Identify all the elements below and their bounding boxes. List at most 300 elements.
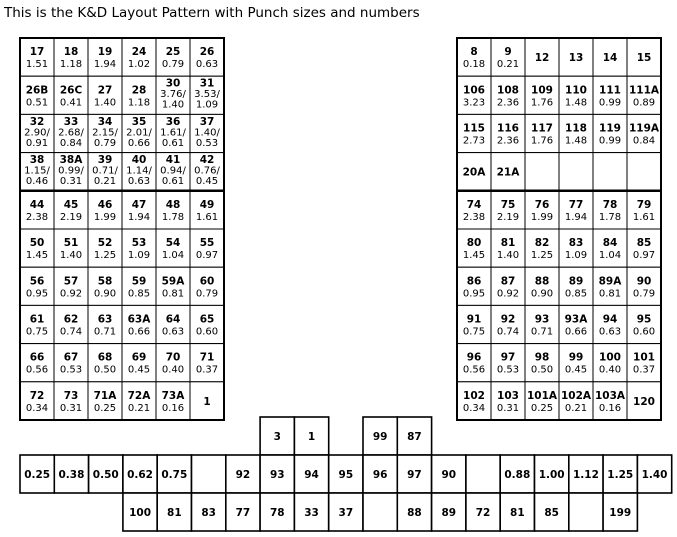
right-cell [559, 191, 593, 229]
left-punch-size: 0.45 [195, 176, 219, 188]
right-punch-size: 1.04 [598, 250, 622, 262]
left-cell [122, 382, 156, 420]
left-punch-size: 0.91 [25, 137, 49, 149]
left-punch-size: 0.31 [59, 402, 83, 414]
left-cell [122, 38, 156, 76]
left-punch-number: 26 [199, 46, 215, 59]
right-punch-number: 14 [602, 52, 618, 65]
right-punch-number: 99 [568, 351, 584, 364]
right-punch-number: 81 [500, 237, 516, 250]
right-punch-size: 0.84 [632, 135, 656, 147]
left-punch-size: 0.51 [25, 97, 49, 109]
bottom-middle-cell [89, 455, 123, 493]
right-punch-size: 0.81 [598, 288, 622, 300]
bottom-lower-cell-border [363, 493, 397, 531]
left-punch-size: 0.61 [161, 176, 185, 188]
left-cell [54, 267, 88, 305]
right-cell [559, 114, 593, 152]
left-punch-number: 61 [29, 313, 45, 326]
bottom-middle-cell [603, 455, 637, 493]
bottom-middle-cell [466, 455, 500, 493]
right-cell [559, 344, 593, 382]
left-cell [54, 38, 88, 76]
left-cell [88, 382, 122, 420]
left-punch-size: 1.09 [127, 250, 151, 262]
left-punch-number: 36 [165, 115, 181, 128]
left-punch-number: 59 [131, 275, 147, 288]
left-punch-size: 0.56 [25, 364, 49, 376]
right-punch-size: 0.79 [632, 288, 656, 300]
right-punch-number: 102 [463, 389, 485, 402]
left-punch-size: 2.68/ [58, 127, 84, 139]
left-punch-size: 3.53/ [194, 89, 220, 101]
right-cell-border [627, 153, 661, 191]
right-punch-number: 102A [560, 389, 592, 402]
left-punch-size: 3.76/ [160, 89, 186, 101]
left-punch-number: 45 [63, 198, 79, 211]
bottom-lower-cell [569, 493, 603, 531]
left-punch-number: 38 [29, 154, 45, 167]
bottom-middle-cell [20, 455, 54, 493]
left-punch-number: 69 [131, 351, 147, 364]
left-punch-size: 0.66 [127, 137, 151, 149]
right-punch-number: 82 [534, 237, 550, 250]
left-cell [122, 305, 156, 343]
right-cell [627, 344, 661, 382]
right-punch-number: 21A [496, 166, 520, 179]
left-punch-size: 0.81 [161, 288, 185, 300]
left-punch-size: 0.53 [59, 364, 83, 376]
left-punch-size: 0.16 [161, 402, 185, 414]
right-punch-number: 119 [599, 122, 621, 135]
right-punch-size: 1.48 [564, 135, 588, 147]
left-punch-number: 72 [29, 389, 45, 402]
left-cell [20, 382, 54, 420]
bottom-middle-cell [397, 455, 431, 493]
right-cell [593, 153, 627, 191]
left-punch-size: 1.14/ [126, 165, 152, 177]
right-punch-size: 0.21 [496, 59, 520, 71]
left-punch-size: 0.79 [93, 137, 117, 149]
left-punch-size: 0.95 [25, 288, 49, 300]
left-cell [20, 76, 54, 114]
right-cell [491, 344, 525, 382]
left-cell [88, 344, 122, 382]
bottom-lower-cell [260, 493, 294, 531]
left-cell [156, 191, 190, 229]
bottom-lower-cell [123, 493, 157, 531]
right-cell [593, 344, 627, 382]
left-punch-size: 1.78 [161, 211, 185, 223]
left-punch-size: 0.31 [59, 176, 83, 188]
right-punch-size: 0.99 [598, 135, 622, 147]
left-punch-size: 0.71 [93, 326, 117, 338]
right-punch-size: 0.25 [530, 402, 554, 414]
left-cell [190, 305, 224, 343]
right-punch-number: 110 [565, 84, 587, 97]
right-cell [525, 114, 559, 152]
right-punch-size: 2.19 [496, 211, 520, 223]
left-cell [54, 153, 88, 191]
bottom-middle-label: 94 [304, 469, 319, 481]
bottom-middle-cell [260, 455, 294, 493]
bottom-lower-label: 33 [304, 507, 319, 519]
left-punch-size: 0.71/ [92, 165, 118, 177]
bottom-lower-cell [192, 493, 226, 531]
left-punch-number: 1 [203, 395, 211, 408]
page-title: This is the K&D Layout Pattern with Punch sizes and numbers [4, 5, 420, 21]
left-cell [88, 191, 122, 229]
left-cell [20, 191, 54, 229]
left-punch-size: 0.84 [59, 137, 83, 149]
left-punch-number: 33 [63, 115, 79, 128]
left-cell [122, 76, 156, 114]
left-punch-size: 1.18 [59, 59, 83, 71]
right-punch-number: 74 [466, 198, 482, 211]
right-cell [593, 305, 627, 343]
left-cell [122, 191, 156, 229]
bottom-top-label: 87 [407, 431, 422, 443]
left-punch-number: 53 [131, 237, 147, 250]
left-punch-size: 1.04 [161, 250, 185, 262]
right-punch-number: 93A [564, 313, 588, 326]
right-punch-size: 0.18 [462, 59, 486, 71]
bottom-middle-cell-border [192, 455, 226, 493]
right-cell [593, 191, 627, 229]
right-punch-number: 80 [466, 237, 482, 250]
bottom-lower-cell [329, 493, 363, 531]
left-punch-size: 1.94 [127, 211, 151, 223]
right-punch-size: 1.09 [564, 250, 588, 262]
right-punch-number: 86 [466, 275, 482, 288]
left-punch-size: 0.45 [127, 364, 151, 376]
right-cell [559, 229, 593, 267]
right-punch-number: 12 [534, 52, 550, 65]
bottom-middle-cell [329, 455, 363, 493]
bottom-middle-cell [500, 455, 534, 493]
bottom-middle-cell [569, 455, 603, 493]
left-cell [88, 76, 122, 114]
right-cell [627, 114, 661, 152]
right-punch-number: 119A [628, 122, 660, 135]
right-punch-number: 89A [598, 275, 622, 288]
right-cell [525, 153, 559, 191]
right-punch-size: 0.34 [462, 402, 486, 414]
right-punch-size: 0.16 [598, 402, 622, 414]
left-punch-size: 1.09 [195, 99, 219, 111]
right-cell [593, 76, 627, 114]
right-cell [457, 38, 491, 76]
right-cell [593, 229, 627, 267]
left-cell [156, 114, 190, 152]
left-cell [20, 114, 54, 152]
right-punch-size: 0.71 [530, 326, 554, 338]
bottom-lower-label: 100 [129, 507, 152, 519]
right-cell [593, 267, 627, 305]
left-punch-number: 73A [161, 389, 185, 402]
right-punch-size: 0.60 [632, 326, 656, 338]
left-punch-number: 48 [165, 198, 181, 211]
bottom-middle-label: 96 [372, 469, 388, 481]
right-cell [491, 191, 525, 229]
bottom-middle-cell [637, 455, 671, 493]
right-cell [627, 153, 661, 191]
left-cell [156, 76, 190, 114]
bottom-lower-label: 81 [167, 507, 182, 519]
bottom-middle-label: 0.25 [24, 469, 51, 481]
left-punch-size: 1.99 [93, 211, 117, 223]
bottom-middle-label: 90 [441, 469, 457, 481]
left-punch-number: 37 [199, 115, 215, 128]
left-punch-number: 24 [131, 46, 147, 59]
right-punch-size: 0.63 [598, 326, 622, 338]
bottom-middle-cell [54, 455, 88, 493]
left-cell [122, 114, 156, 152]
left-punch-number: 71 [199, 351, 215, 364]
right-punch-number: 15 [636, 52, 652, 65]
left-punch-size: 0.21 [127, 402, 151, 414]
bottom-middle-label: 0.88 [504, 469, 531, 481]
bottom-lower-cell-border [569, 493, 603, 531]
bottom-middle-cell [157, 455, 191, 493]
bottom-middle-label: 0.38 [58, 469, 85, 481]
right-punch-number: 103 [497, 389, 519, 402]
left-cell [54, 76, 88, 114]
bottom-lower-label: 77 [235, 507, 251, 519]
left-punch-size: 1.40 [161, 99, 185, 111]
right-punch-number: 106 [463, 84, 485, 97]
left-punch-size: 0.74 [59, 326, 83, 338]
left-punch-size: 0.21 [93, 176, 117, 188]
left-punch-number: 47 [131, 198, 147, 211]
left-punch-block [20, 38, 224, 420]
left-punch-number: 17 [29, 46, 45, 59]
left-cell [54, 191, 88, 229]
left-punch-number: 51 [63, 237, 79, 250]
left-punch-number: 73 [63, 389, 79, 402]
bottom-top-cell [260, 417, 294, 455]
right-punch-size: 1.94 [564, 211, 588, 223]
bottom-middle-cell [432, 455, 466, 493]
right-punch-number: 93 [534, 313, 550, 326]
left-punch-number: 63 [97, 313, 113, 326]
right-punch-size: 0.66 [564, 326, 588, 338]
left-punch-size: 1.40 [93, 97, 117, 109]
right-cell [457, 114, 491, 152]
bottom-middle-cell [535, 455, 569, 493]
left-punch-number: 40 [131, 154, 147, 167]
right-cell [525, 267, 559, 305]
right-punch-number: 84 [602, 237, 618, 250]
left-punch-number: 28 [131, 84, 147, 97]
right-punch-number: 75 [500, 198, 516, 211]
left-punch-size: 0.79 [195, 288, 219, 300]
left-cell [156, 153, 190, 191]
right-cell [627, 382, 661, 420]
left-punch-size: 1.25 [93, 250, 117, 262]
left-punch-number: 26B [25, 84, 49, 97]
right-punch-size: 1.99 [530, 211, 554, 223]
left-punch-number: 39 [97, 154, 113, 167]
right-punch-size: 0.50 [530, 364, 554, 376]
bottom-lower-cell [535, 493, 569, 531]
left-cell [190, 382, 224, 420]
left-punch-number: 44 [29, 198, 45, 211]
left-punch-number: 60 [199, 275, 215, 288]
left-punch-number: 38A [59, 154, 83, 167]
right-punch-number: 78 [602, 198, 618, 211]
right-punch-size: 0.74 [496, 326, 520, 338]
bottom-middle-label: 0.75 [161, 469, 188, 481]
right-cell [491, 38, 525, 76]
right-punch-size: 0.95 [462, 288, 486, 300]
left-punch-size: 1.61/ [160, 127, 186, 139]
left-cell [20, 267, 54, 305]
right-punch-size: 1.76 [530, 135, 554, 147]
left-punch-number: 55 [199, 237, 215, 250]
bottom-lower-cell [500, 493, 534, 531]
left-punch-size: 0.61 [161, 137, 185, 149]
right-cell [627, 76, 661, 114]
left-punch-size: 2.38 [25, 211, 49, 223]
right-punch-number: 85 [636, 237, 652, 250]
right-punch-number: 97 [500, 351, 516, 364]
right-punch-number: 115 [463, 122, 485, 135]
right-punch-size: 0.53 [496, 364, 520, 376]
right-punch-number: 101 [633, 351, 655, 364]
left-cell [20, 305, 54, 343]
bottom-top-cell [294, 417, 328, 455]
bottom-middle-cell [192, 455, 226, 493]
left-cell [54, 305, 88, 343]
bottom-middle-label: 0.50 [92, 469, 119, 481]
left-punch-number: 34 [97, 115, 113, 128]
bottom-middle-cell [363, 455, 397, 493]
left-punch-size: 0.92 [59, 288, 83, 300]
left-cell [190, 38, 224, 76]
left-punch-size: 0.25 [93, 402, 117, 414]
right-punch-number: 88 [534, 275, 550, 288]
left-cell [88, 153, 122, 191]
right-punch-size: 0.21 [564, 402, 588, 414]
right-cell [593, 38, 627, 76]
right-punch-number: 87 [500, 275, 516, 288]
right-punch-number: 111 [599, 84, 621, 97]
left-punch-number: 63A [127, 313, 151, 326]
left-cell [122, 267, 156, 305]
bottom-top-label: 1 [307, 431, 316, 443]
right-punch-number: 76 [534, 198, 550, 211]
left-punch-number: 59A [161, 275, 185, 288]
right-punch-number: 111A [628, 84, 660, 97]
right-cell [457, 153, 491, 191]
bottom-middle-label: 1.25 [607, 469, 634, 481]
left-punch-size: 1.45 [25, 250, 49, 262]
bottom-lower-label: 85 [544, 507, 559, 519]
left-punch-number: 72A [127, 389, 151, 402]
left-punch-size: 0.63 [195, 59, 219, 71]
right-punch-size: 1.40 [496, 250, 520, 262]
right-cell [559, 382, 593, 420]
left-punch-size: 2.15/ [92, 127, 118, 139]
right-punch-number: 89 [568, 275, 584, 288]
right-cell-border [593, 153, 627, 191]
left-cell [156, 344, 190, 382]
right-cell [525, 344, 559, 382]
left-punch-size: 0.75 [25, 326, 49, 338]
left-punch-size: 0.79 [161, 59, 185, 71]
left-punch-size: 1.94 [93, 59, 117, 71]
right-cell [457, 229, 491, 267]
bottom-lower-cell [603, 493, 637, 531]
left-cell [88, 38, 122, 76]
right-cell [491, 114, 525, 152]
left-punch-number: 64 [165, 313, 181, 326]
left-cell [156, 305, 190, 343]
left-punch-number: 27 [97, 84, 113, 97]
left-cell [54, 382, 88, 420]
left-punch-number: 67 [63, 351, 79, 364]
left-punch-size: 1.15/ [24, 165, 50, 177]
left-cell [88, 267, 122, 305]
right-cell [491, 153, 525, 191]
right-cell [525, 191, 559, 229]
left-punch-size: 1.02 [127, 59, 151, 71]
bottom-middle-label: 1.00 [538, 469, 565, 481]
right-punch-number: 94 [602, 313, 618, 326]
right-cell [525, 305, 559, 343]
right-punch-size: 3.23 [462, 97, 486, 109]
right-cell [559, 76, 593, 114]
left-punch-size: 0.66 [127, 326, 151, 338]
bottom-middle-cell [123, 455, 157, 493]
bottom-lower-label: 37 [338, 507, 354, 519]
right-punch-number: 96 [466, 351, 482, 364]
bottom-top-label: 3 [273, 431, 281, 443]
left-cell [190, 229, 224, 267]
left-punch-size: 0.53 [195, 137, 219, 149]
bottom-top-label: 99 [372, 431, 388, 443]
right-cell-border [525, 153, 559, 191]
right-punch-number: 90 [636, 275, 652, 288]
right-cell [525, 76, 559, 114]
left-punch-size: 0.90 [93, 288, 117, 300]
left-punch-number: 71A [93, 389, 117, 402]
right-cell [559, 38, 593, 76]
right-punch-number: 95 [636, 313, 652, 326]
right-cell-border [559, 153, 593, 191]
right-cell [457, 191, 491, 229]
bottom-middle-label: 1.12 [572, 469, 599, 481]
right-punch-number: 108 [497, 84, 519, 97]
bottom-lower-cell [397, 493, 431, 531]
left-cell [88, 229, 122, 267]
right-cell [525, 38, 559, 76]
bottom-top-cell [397, 417, 431, 455]
right-punch-number: 103A [594, 389, 626, 402]
bottom-lower-label: 78 [269, 507, 285, 519]
right-punch-size: 0.40 [598, 364, 622, 376]
bottom-lower-label: 199 [609, 507, 632, 519]
left-punch-number: 49 [199, 198, 215, 211]
left-punch-number: 68 [97, 351, 113, 364]
right-punch-size: 1.48 [564, 97, 588, 109]
bottom-middle-label: 0.62 [127, 469, 154, 481]
right-punch-number: 98 [534, 351, 550, 364]
right-punch-number: 79 [636, 198, 652, 211]
right-punch-size: 0.85 [564, 288, 588, 300]
right-punch-block [457, 38, 661, 420]
